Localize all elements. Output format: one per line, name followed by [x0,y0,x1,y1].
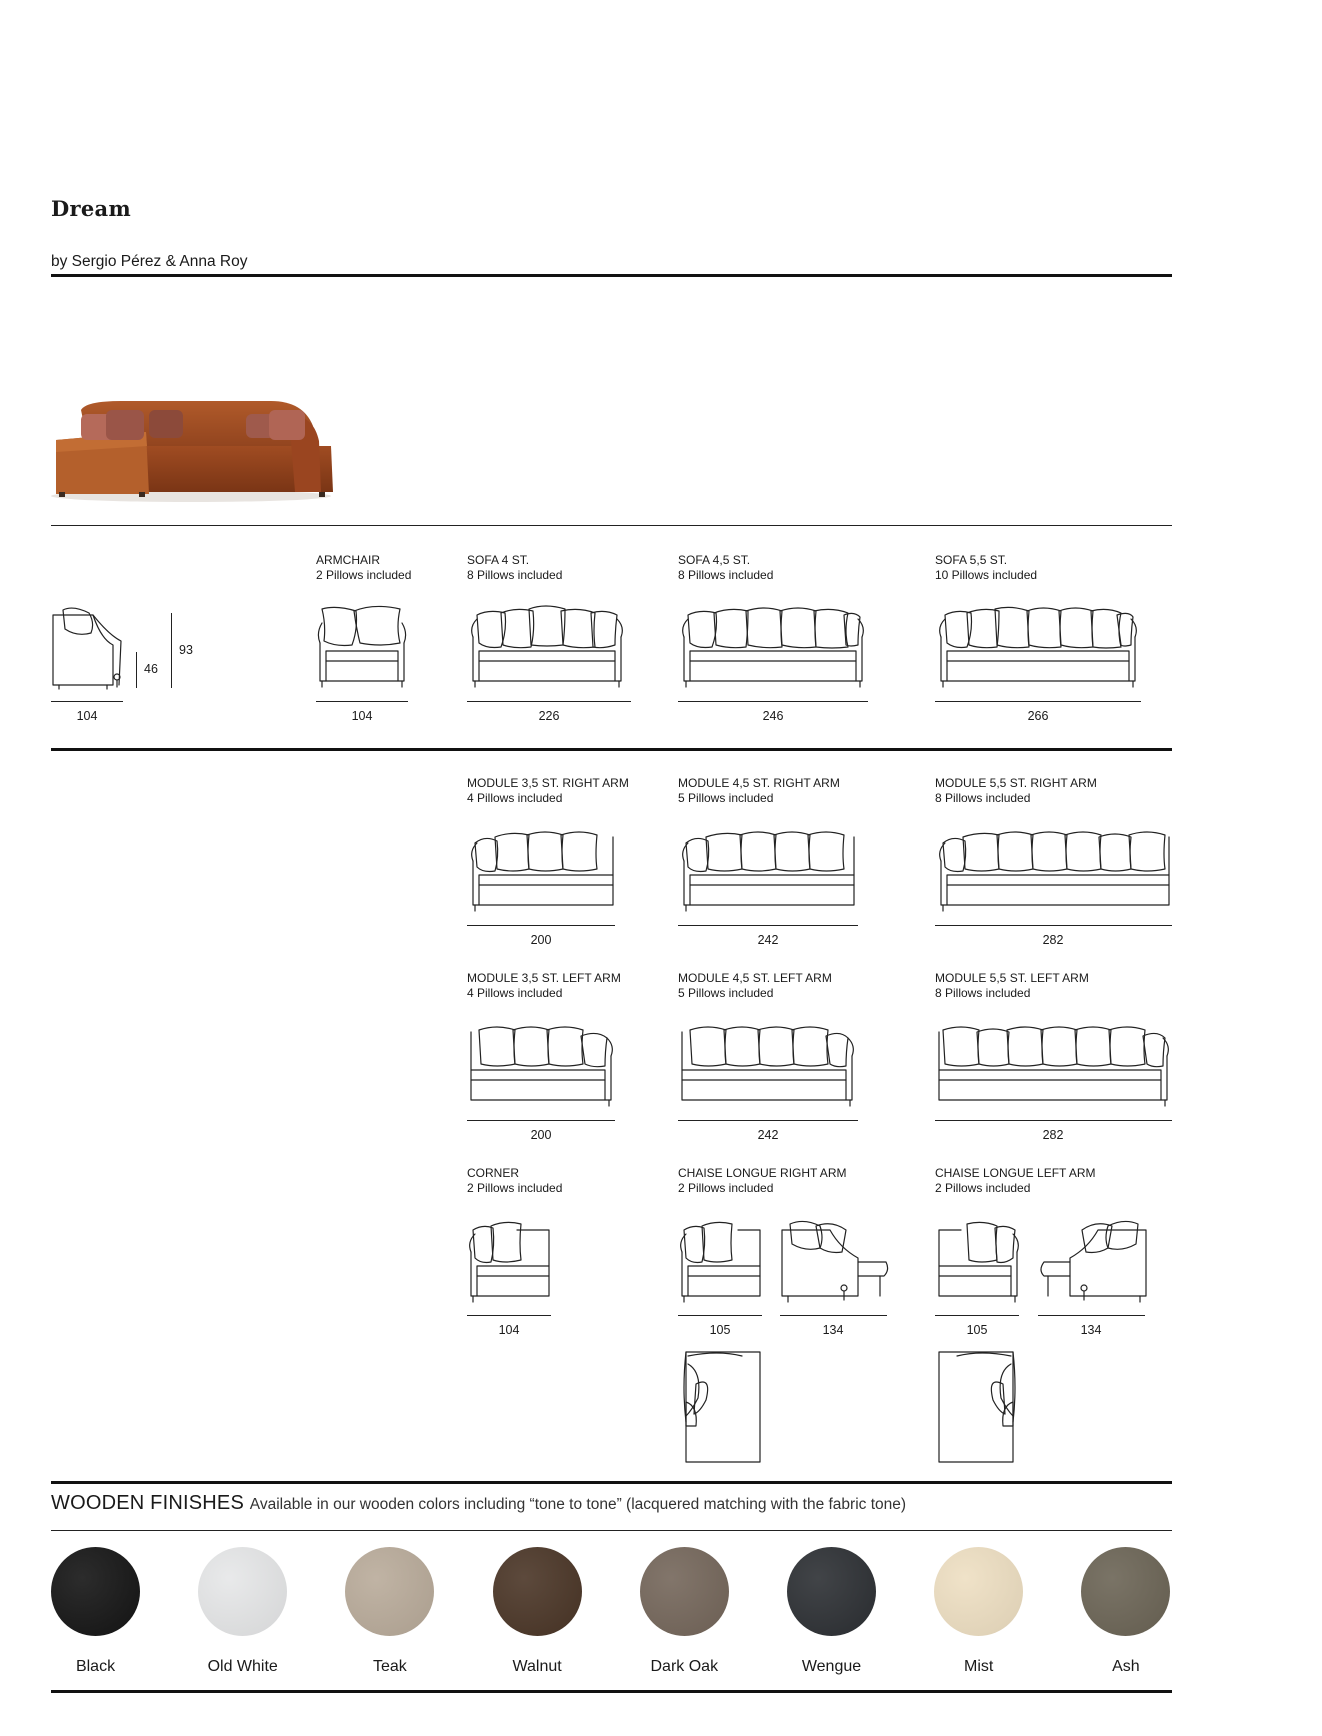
sofa45-drawing [678,603,868,688]
finishes-heading: WOODEN FINISHES Available in our wooden colors including “tone to tone” (lacquered matching with the fabric tone) [51,1492,907,1514]
side-profile-drawing [51,605,131,690]
chaiser-depth-line [780,1315,887,1316]
mod45r-width-line [678,925,858,926]
mod35r-label: MODULE 3,5 ST. RIGHT ARM 4 Pillows included [467,776,629,805]
chaisel-depth-line [1038,1315,1145,1316]
chaisel-width-line [935,1315,1019,1316]
mod35r-width-line [467,925,615,926]
finish-label: Wengue [801,1658,862,1675]
finishes-subtitle: Available in our wooden colors including “tone to tone” (lacquered matching with the fabric tone) [249,1496,907,1513]
mod45r-width: 242 [757,933,779,947]
mod35l-drawing [467,1022,617,1107]
armchair-label: ARMCHAIR 2 Pillows included [316,553,412,582]
finish-swatch-old-white [198,1547,287,1636]
finishes-top-rule [51,1481,1172,1484]
chaisel-front-drawing [935,1218,1021,1303]
depth-dim: 104 [76,709,98,723]
finish-label: Dark Oak [650,1658,719,1675]
sofa55-width: 266 [1027,709,1049,723]
product-title: Dream [51,196,131,221]
finish-label: Walnut [512,1658,562,1675]
depth-line [51,701,123,702]
sofa55-drawing [935,603,1141,688]
sofa4-width: 226 [538,709,560,723]
finish-swatch-mist [934,1547,1023,1636]
finish-label: Black [75,1658,116,1675]
armchair-width: 104 [351,709,373,723]
sofa55-label: SOFA 5,5 ST. 10 Pillows included [935,553,1038,582]
designer-byline: by Sergio Pérez & Anna Roy [51,253,248,270]
sofa45-width-line [678,701,868,702]
sofa4-width-line [467,701,631,702]
armchair-width-line [316,701,408,702]
mod55r-label: MODULE 5,5 ST. RIGHT ARM 8 Pillows included [935,776,1097,805]
sofa45-label: SOFA 4,5 ST. 8 Pillows included [678,553,774,582]
armchair-drawing [316,603,408,688]
finish-swatch-ash [1081,1547,1170,1636]
chaiser-label: CHAISE LONGUE RIGHT ARM 2 Pillows included [678,1166,847,1195]
mod45l-drawing [678,1022,858,1107]
total-height-dim: 93 [179,643,193,657]
section-rule-2 [51,748,1172,751]
mod45l-label: MODULE 4,5 ST. LEFT ARM 5 Pillows included [678,971,832,1000]
chaiser-depth: 134 [822,1323,844,1337]
mod35l-width-line [467,1120,615,1121]
sofa45-width: 246 [762,709,784,723]
mod35r-drawing [467,827,617,912]
chaisel-width: 105 [966,1323,988,1337]
seat-height-dim: 46 [144,662,158,676]
mod55r-drawing [935,827,1173,912]
finish-swatch-teak [345,1547,434,1636]
finish-label: Teak [372,1658,407,1675]
mod55r-width-line [935,925,1172,926]
mod55l-width: 282 [1042,1128,1064,1142]
total-height-line [171,613,172,688]
section-rule [51,525,1172,526]
finish-swatch-walnut [493,1547,582,1636]
mod55l-label: MODULE 5,5 ST. LEFT ARM 8 Pillows included [935,971,1089,1000]
chaisel-plan-drawing [935,1348,1021,1466]
finish-swatch-wengue [787,1547,876,1636]
seat-height-line [136,652,137,688]
sofa55-width-line [935,701,1141,702]
chaiser-plan-drawing [678,1348,764,1466]
chaisel-side-drawing [1038,1218,1148,1303]
mod35l-label: MODULE 3,5 ST. LEFT ARM 4 Pillows included [467,971,621,1000]
finish-label: Old White [207,1658,278,1675]
chaiser-width: 105 [709,1323,731,1337]
corner-width-line [467,1315,551,1316]
mod55l-width-line [935,1120,1172,1121]
mod55l-drawing [935,1022,1173,1107]
mod35l-width: 200 [530,1128,552,1142]
chaisel-label: CHAISE LONGUE LEFT ARM 2 Pillows included [935,1166,1096,1195]
finish-label: Ash [1112,1658,1140,1675]
mod55r-width: 282 [1042,933,1064,947]
header-rule [51,274,1172,277]
corner-label: CORNER 2 Pillows included [467,1166,563,1195]
corner-width: 104 [498,1323,520,1337]
mod45r-drawing [678,827,858,912]
product-photo [51,396,337,502]
sofa4-drawing [467,603,627,688]
corner-drawing [467,1218,553,1303]
mod45l-width: 242 [757,1128,779,1142]
finish-swatch-black [51,1547,140,1636]
mod45r-label: MODULE 4,5 ST. RIGHT ARM 5 Pillows included [678,776,840,805]
finishes-bottom-rule [51,1690,1172,1693]
mod45l-width-line [678,1120,858,1121]
chaisel-depth: 134 [1080,1323,1102,1337]
chaiser-width-line [678,1315,762,1316]
chaiser-side-drawing [780,1218,890,1303]
chaiser-front-drawing [678,1218,764,1303]
finish-swatch-dark-oak [640,1547,729,1636]
sofa4-label: SOFA 4 ST. 8 Pillows included [467,553,563,582]
finishes-rule [51,1530,1172,1531]
finish-label: Mist [964,1658,994,1675]
mod35r-width: 200 [530,933,552,947]
